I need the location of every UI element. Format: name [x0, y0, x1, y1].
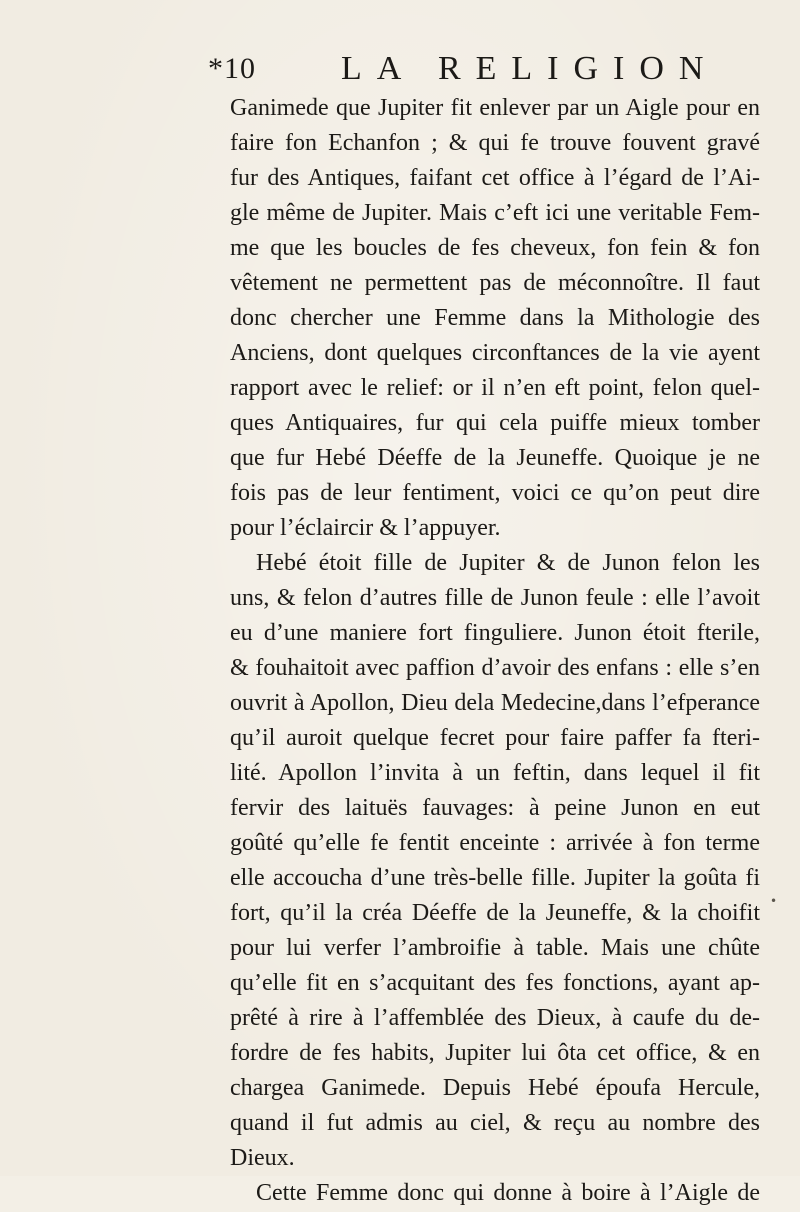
text-line: & fouhaitoit avec paffion d’avoir des enfans : elle s’en [230, 655, 760, 681]
text-line: me que les boucles de fes cheveux, fon fein & fon [230, 235, 760, 261]
text-line: Hebé étoit fille de Jupiter & de Junon felon les [256, 550, 760, 576]
text-line: Anciens, dont quelques circonftances de la vie ayent [230, 340, 760, 366]
text-line: chargea Ganimede. Depuis Hebé époufa Hercule, [230, 1075, 760, 1101]
text-line: Ganimede que Jupiter fit enlever par un Aigle pour en [230, 95, 760, 121]
text-line: gle même de Jupiter. Mais c’eft ici une veritable Fem- [230, 200, 760, 226]
text-line: rapport avec le relief: or il n’en eft point, felon quel- [230, 375, 760, 401]
text-line: pour l’éclaircir & l’appuyer. [230, 515, 501, 541]
margin-speck: • [770, 894, 778, 908]
text-line: lité. Apollon l’invita à un feftin, dans lequel il fit [230, 760, 760, 786]
text-line: uns, & felon d’autres fille de Junon feule : elle l’avoit [230, 585, 760, 611]
text-line: faire fon Echanfon ; & qui fe trouve fouvent gravé [230, 130, 760, 156]
page-header [208, 50, 719, 90]
text-line: fordre de fes habits, Jupiter lui ôta cet office, & en [230, 1040, 760, 1066]
text-line: ques Antiquaires, fur qui cela puiffe mieux tomber [230, 410, 760, 436]
text-line: ouvrit à Apollon, Dieu dela Medecine,dans l’efperance [230, 690, 760, 716]
text-line: qu’elle fit en s’acquitant des fes fonctions, ayant ap- [230, 970, 760, 996]
text-line: prêté à rire à l’affemblée des Dieux, à caufe du de- [230, 1005, 760, 1031]
text-line: qu’il auroit quelque fecret pour faire paffer fa fteri- [230, 725, 760, 751]
text-line: Cette Femme donc qui donne à boire à l’Aigle de [256, 1180, 760, 1206]
text-line: elle accoucha d’une très-belle fille. Jupiter la goûta fi [230, 865, 760, 891]
text-line: goûté qu’elle fe fentit enceinte : arrivée à fon terme [230, 830, 760, 856]
text-line: que fur Hebé Déeffe de la Jeuneffe. Quoique je ne [230, 445, 760, 471]
text-line: pour lui verfer l’ambroifie à table. Mais une chûte [230, 935, 760, 961]
running-title: LA RELIGION [341, 50, 719, 87]
text-line: fervir des laituës fauvages: à peine Junon en eut [230, 795, 760, 821]
text-line: fois pas de leur fentiment, voici ce qu’on peut dire [230, 480, 760, 506]
text-line: quand il fut admis au ciel, & reçu au nombre des [230, 1110, 760, 1136]
text-line: fort, qu’il la créa Déeffe de la Jeuneffe, & la choifit [230, 900, 760, 926]
text-line: vêtement ne permettent pas de méconnoître. Il faut [230, 270, 760, 296]
text-line: fur des Antiques, faifant cet office à l’égard de l’Ai- [230, 165, 760, 191]
text-line: donc chercher une Femme dans la Mithologie des [230, 305, 760, 331]
page-number: *10 [208, 52, 256, 85]
text-line: Dieux. [230, 1145, 295, 1171]
text-line: eu d’une maniere fort finguliere. Junon étoit fterile, [230, 620, 760, 646]
